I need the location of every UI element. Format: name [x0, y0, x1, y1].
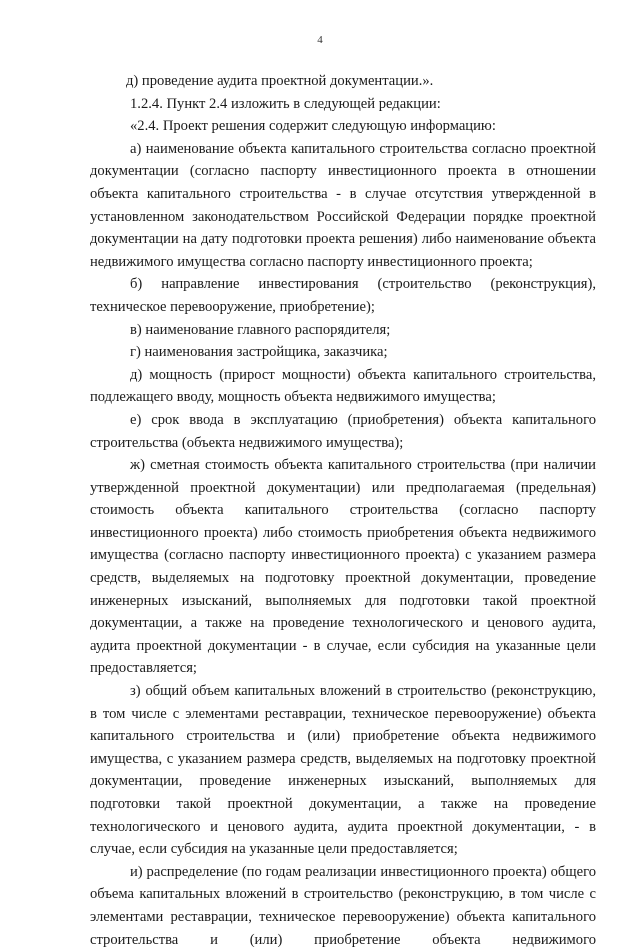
paragraph-clause-2-4-intro: «2.4. Проект решения содержит следующую информацию: [130, 118, 496, 135]
paragraph-item-zh: ж) сметная стоимость объекта капитального строительства (при наличии утвержденной проектной документации) или предполагаемая (предельная) стоимость объекта капитального строительства (согласно паспорту инвестиционного проекта) либо стоимость приобретения объекта недвижимого имущества (согласно паспорту инвестиционного проекта) с указанием размера средств, выделяемых на подготовку проектной документации, проведение инженерных изысканий, выполняемых для подготовки такой проектной документации, а также на проведение технологического и ценового аудита, аудита проектной документации - в случае, если субсидия на указанные цели предоставляется; [90, 457, 596, 677]
paragraph-item-z: з) общий объем капитальных вложений в строительство (реконструкцию, в том числе с элементами реставрации, техническое перевооружение) объекта капитального строительства и (или) приобретение объекта недвижимого имущества, с указанием размера средств, выделяемых на подготовку проектной документации, проведение инженерных изысканий, выполняемых для подготовки такой проектной документации, а также на проведение технологического и ценового аудита, аудита проектной документации, - в случае, если субсидия на указанные цели предоставляется; [90, 683, 596, 858]
paragraph-item-d-audit: д) проведение аудита проектной документации.». [126, 73, 434, 89]
paragraph-item-v: в) наименование главного распорядителя; [130, 321, 391, 338]
document-body [90, 70, 596, 951]
paragraph-item-e: е) срок ввода в эксплуатацию (приобретения) объекта капитального строительства (объекта недвижимого имущества); [90, 411, 596, 451]
paragraph-item-g: г) наименования застройщика, заказчика; [130, 344, 388, 361]
paragraph-item-d-capacity: д) мощность (прирост мощности) объекта капитального строительства, подлежащего вводу, мощность объекта недвижимого имущества; [90, 366, 596, 406]
paragraph-item-i: и) распределение (по годам реализации инвестиционного проекта) общего объема капитальных вложений в строительство (реконструкцию, в том числе с элементами реставрации, техническое перевооружение) объекта капитального строительства и (или) приобретение объекта недвижимого [90, 863, 596, 948]
paragraph-item-b: б) направление инвестирования (строительство (реконструкция), техническое перевооружение, приобретение); [90, 276, 596, 315]
paragraph-clause-1-2-4: 1.2.4. Пункт 2.4 изложить в следующей редакции: [130, 95, 441, 112]
page-number: 4 [317, 34, 323, 46]
paragraph-item-a: а) наименование объекта капитального строительства согласно проектной документации (согласно паспорту инвестиционного проекта в отношении объекта капитального строительства - в случае отсутствия утвержденной в установленном законодательством Российской Федерации порядке проектной документации на дату подготовки проекта решения) либо наименование объекта недвижимого имущества согласно паспорту инвестиционного проекта; [90, 140, 596, 270]
